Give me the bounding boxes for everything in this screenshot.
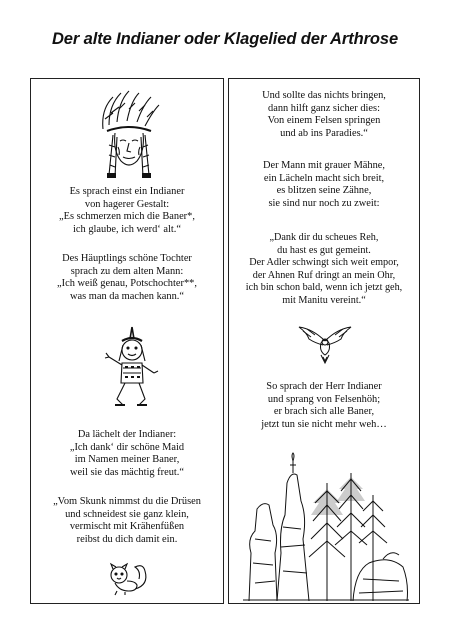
verse-line: Von einem Felsen springen: [267, 115, 381, 127]
verse-line: sie sind nur noch zu zweit:: [268, 197, 380, 209]
stanza-3: [31, 429, 223, 479]
verse-line: und schneidest sie ganz klein,: [65, 508, 189, 520]
stanza-1: [31, 186, 223, 236]
verse-line: ich bin schon bald, wenn ich jetzt geh,: [245, 282, 403, 294]
stanza-6: [229, 160, 419, 210]
verse-line: der Ahnen Ruf dringt an mein Ohr,: [252, 269, 396, 281]
verse-line: mit Manitu vereint.“: [282, 294, 366, 306]
verse-line: „Dank dir du scheues Reh,: [269, 232, 379, 243]
verse-line: und ab ins Paradies.“: [280, 127, 368, 139]
verse-line: du hast es gut gemeint.: [277, 244, 371, 256]
verse-line: ein Lächeln macht sich breit,: [263, 172, 385, 184]
verse-line: ich glaube, ich werd‘ alt.“: [73, 223, 181, 235]
indian-child-illustration: [103, 325, 161, 409]
right-column: [228, 78, 420, 604]
skunk-illustration: [105, 561, 151, 597]
verse-line: Der Adler schwingt sich weit empor,: [249, 257, 399, 269]
verse-line: Der Mann mit grauer Mähne,: [262, 160, 386, 171]
verse-line: „Ich dank‘ dir schöne Maid: [69, 441, 185, 453]
verse-line: es blitzen seine Zähne,: [276, 185, 372, 197]
rock-cliffs-with-trees-illustration: [243, 443, 409, 601]
indian-chief-headdress-illustration: [93, 89, 165, 181]
verse-line: „Vom Skunk nimmst du die Drüsen: [53, 496, 201, 507]
verse-line: sprach zu dem alten Mann:: [70, 265, 184, 277]
verse-line: von hagerer Gestalt:: [84, 198, 170, 210]
verse-line: und sprang von Felsenhöh;: [267, 393, 381, 405]
verse-line: dann hilft ganz sicher dies:: [268, 102, 380, 114]
verse-line: im Namen meiner Baner,: [74, 454, 180, 466]
verse-line: weil sie das mächtig freut.“: [70, 466, 184, 478]
page-title: Der alte Indianer oder Klagelied der Arthrose: [51, 30, 399, 48]
verse-line: Des Häuptlings schöne Tochter: [62, 253, 192, 264]
verse-line: Da lächelt der Indianer:: [77, 429, 177, 440]
stanza-7: [229, 232, 419, 308]
stanza-5: [229, 90, 419, 140]
eagle-illustration: [297, 323, 353, 365]
left-column: [30, 78, 224, 604]
verse-line: So sprach der Herr Indianer: [266, 381, 382, 392]
stanza-8: [229, 381, 419, 431]
verse-line: Und sollte das nichts bringen,: [262, 90, 386, 101]
verse-line: was man da machen kann.“: [70, 290, 184, 302]
stanza-4: [31, 496, 223, 546]
verse-line: „Ich weiß genau, Potschochter**,: [57, 278, 197, 290]
verse-line: vermischt mit Krähenfüßen: [69, 521, 185, 533]
verse-line: Es sprach einst ein Indianer: [69, 186, 185, 197]
verse-line: „Es schmerzen mich die Baner*,: [59, 211, 195, 223]
verse-line: er brach sich alle Baner,: [273, 406, 375, 418]
verse-line: reibst du dich damit ein.: [76, 533, 178, 545]
stanza-2: [31, 253, 223, 303]
verse-line: jetzt tun sie nicht mehr weh…: [261, 418, 387, 430]
